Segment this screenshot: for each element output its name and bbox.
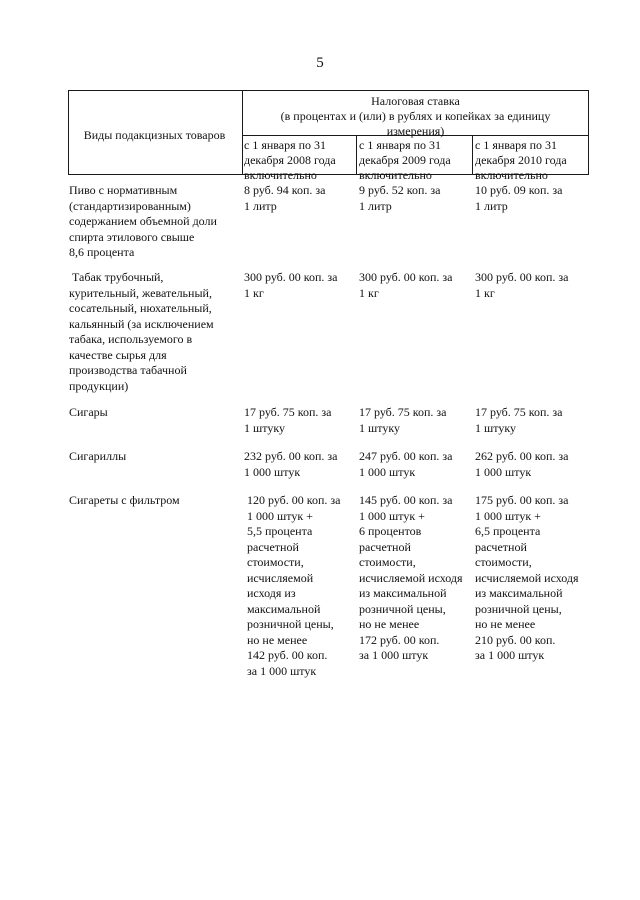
tax-rate-header-line: Налоговая ставка: [371, 94, 460, 108]
period-divider-2: [472, 135, 473, 175]
period-header-2009: [359, 138, 451, 183]
text-line: но не менее: [244, 632, 308, 647]
text-line: 1 кг: [359, 285, 379, 300]
text-line: 1 литр: [359, 198, 392, 213]
header-top-rule: [68, 90, 589, 91]
text-line: исходя из: [244, 586, 296, 600]
text-line: Сигары: [69, 405, 108, 419]
rate-cell-tobacco-1: [244, 270, 356, 301]
text-line: 1 000 штук: [475, 464, 532, 479]
period-header-2008: [244, 138, 336, 183]
text-line: табака, используемого в: [69, 332, 193, 346]
tax-rate-header: [242, 94, 589, 139]
product-name-filter-cigarettes: [69, 493, 239, 509]
text-line: 6,5 процента: [475, 524, 541, 538]
text-line: кальянный (за исключением: [69, 316, 214, 331]
text-line: 17 руб. 75 коп. за: [359, 405, 447, 419]
rate-cell-cigars-3: [475, 405, 595, 436]
text-line: сосательный, нюхательный,: [69, 301, 212, 315]
text-line: содержанием объемной доли: [69, 214, 217, 228]
tax-rate-header-line: (в процентах и (или) в рублях и копейках за единицу: [280, 109, 551, 123]
text-line: розничной цены,: [359, 601, 446, 616]
period-line: включительно: [475, 168, 548, 182]
period-line: включительно: [359, 168, 432, 182]
text-line: 8 руб. 94 коп. за: [244, 183, 326, 197]
text-line: курительный, жевательный,: [69, 285, 212, 300]
text-line: 17 руб. 75 коп. за: [475, 405, 563, 419]
text-line: 262 руб. 00 коп. за: [475, 449, 569, 463]
text-line: продукции): [69, 378, 129, 393]
rate-cell-beer-1: [244, 183, 356, 214]
text-line: 6 процентов: [359, 524, 422, 538]
period-line: с 1 января по 31: [244, 138, 327, 152]
text-line: спирта этилового свыше: [69, 229, 195, 244]
text-line: 120 руб. 00 коп. за: [244, 493, 341, 507]
text-line: расчетной: [475, 539, 527, 554]
text-line: но не менее: [475, 617, 536, 631]
rate-cell-cigars-2: [359, 405, 471, 436]
text-line: 175 руб. 00 коп. за: [475, 493, 569, 507]
product-name-cigars: [69, 405, 239, 421]
text-line: 1 000 штук: [359, 464, 416, 479]
text-line: 172 руб. 00 коп.: [359, 632, 440, 647]
text-line: 9 руб. 52 коп. за: [359, 183, 441, 197]
rate-cell-tobacco-3: [475, 270, 595, 301]
text-line: розничной цены,: [475, 601, 562, 616]
text-line: за 1 000 штук: [359, 648, 429, 662]
text-line: 300 руб. 00 коп. за: [359, 270, 453, 284]
rate-cell-tobacco-2: [359, 270, 471, 301]
text-line: 300 руб. 00 коп. за: [475, 270, 569, 284]
rate-cell-cigarillos-2: [359, 449, 471, 480]
text-line: 1 штуку: [359, 420, 400, 435]
text-line: стоимости,: [475, 555, 532, 569]
text-line: исчисляемой исходя: [359, 570, 463, 585]
text-line: розничной цены,: [244, 617, 334, 631]
text-line: максимальной: [244, 601, 321, 616]
text-line: 1 штуку: [475, 420, 516, 435]
text-line: качестве сырья для: [69, 347, 167, 362]
tax-rate-header-line: измерения): [386, 124, 445, 138]
product-type-header: Виды подакцизных товаров: [83, 128, 226, 142]
text-line: Табак трубочный,: [69, 270, 164, 284]
text-line: 1 штуку: [244, 420, 285, 435]
product-name-tobacco: [69, 270, 239, 394]
page-number: 5: [316, 55, 324, 71]
rate-cell-cigarillos-3: [475, 449, 595, 480]
text-line: 1 000 штук: [244, 464, 301, 479]
text-line: производства табачной: [69, 363, 187, 377]
text-line: исчисляемой исходя: [475, 570, 579, 585]
text-line: 300 руб. 00 коп. за: [244, 270, 338, 284]
text-line: 1 кг: [244, 285, 264, 300]
product-name-beer: [69, 183, 239, 261]
text-line: 10 руб. 09 коп. за: [475, 183, 563, 197]
text-line: 1 кг: [475, 285, 495, 300]
text-line: 1 000 штук +: [359, 508, 425, 523]
rate-cell-filter-cigarettes-1: [244, 493, 356, 679]
text-line: 8,6 процента: [69, 245, 135, 259]
text-line: 5,5 процента: [244, 524, 313, 538]
text-line: 1 литр: [475, 198, 508, 213]
period-line: декабря 2009 года: [359, 153, 451, 167]
text-line: (стандартизированным): [69, 198, 191, 213]
text-line: 232 руб. 00 коп. за: [244, 449, 338, 463]
period-divider-1: [356, 135, 357, 175]
period-header-2010: [475, 138, 567, 183]
table-header: [68, 90, 589, 182]
rate-cell-cigarillos-1: [244, 449, 356, 480]
text-line: 142 руб. 00 коп.: [244, 648, 328, 662]
rate-cell-cigars-1: [244, 405, 356, 436]
text-line: 1 000 штук +: [244, 508, 313, 523]
text-line: из максимальной: [475, 586, 563, 600]
text-line: 1 литр: [244, 198, 277, 213]
rate-cell-filter-cigarettes-3: [475, 493, 595, 664]
period-line: включительно: [244, 168, 317, 182]
product-name-cigarillos: [69, 449, 239, 465]
text-line: 210 руб. 00 коп.: [475, 632, 556, 647]
rate-cell-beer-3: [475, 183, 595, 214]
period-line: с 1 января по 31: [359, 138, 442, 152]
text-line: расчетной: [359, 539, 411, 554]
text-line: 17 руб. 75 коп. за: [244, 405, 332, 419]
text-line: 1 000 штук +: [475, 508, 541, 523]
rate-cell-filter-cigarettes-2: [359, 493, 471, 664]
text-line: за 1 000 штук: [475, 648, 545, 662]
rate-cell-beer-2: [359, 183, 471, 214]
text-line: из максимальной: [359, 586, 447, 600]
period-line: декабря 2010 года: [475, 153, 567, 167]
period-line: декабря 2008 года: [244, 153, 336, 167]
text-line: но не менее: [359, 617, 420, 631]
text-line: стоимости,: [359, 555, 416, 569]
text-line: стоимости,: [244, 555, 304, 569]
period-line: с 1 января по 31: [475, 138, 558, 152]
text-line: Сигареты с фильтром: [69, 493, 180, 507]
text-line: 247 руб. 00 коп. за: [359, 449, 453, 463]
text-line: Пиво с нормативным: [69, 183, 178, 197]
text-line: за 1 000 штук: [244, 663, 317, 678]
text-line: исчисляемой: [244, 570, 314, 585]
text-line: 145 руб. 00 коп. за: [359, 493, 453, 507]
text-line: расчетной: [244, 539, 299, 554]
text-line: Сигариллы: [69, 449, 127, 463]
